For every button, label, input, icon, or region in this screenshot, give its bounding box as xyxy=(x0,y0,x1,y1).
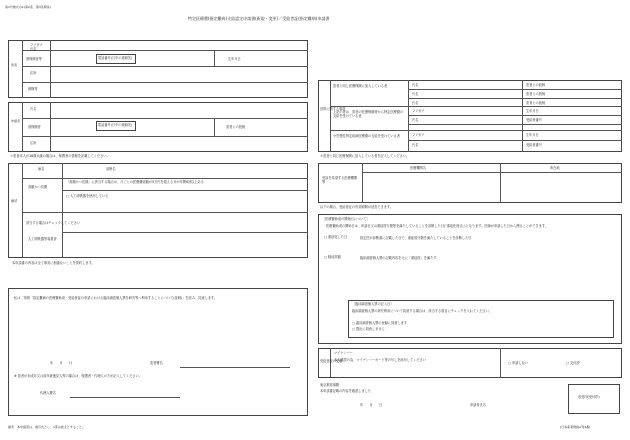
applicant-phone-note: 電話番号(日中の連絡先) xyxy=(98,123,133,127)
patient-address-label: 住所 xyxy=(30,71,37,75)
household-birth-1: 生年月日 xyxy=(526,109,539,113)
clinical-title: ［臨床調査個人票の記入日］ xyxy=(352,302,394,306)
clinical-body: 臨床調査個人票の研究利用について同意する場合は、該当する項目にチェックを入れてください。 xyxy=(352,309,493,313)
applicant-name-label: 氏名 xyxy=(30,107,37,111)
household-section-label: 世帯に関する事項 xyxy=(320,107,346,111)
no-apply-option[interactable]: □ 申請しない xyxy=(508,361,528,365)
household-name-5: 氏名 xyxy=(412,143,419,147)
high-cost-label: 高額かつ長期 xyxy=(28,185,48,189)
proxy-sign-label: 代理人署名 xyxy=(40,391,56,395)
patient-related-label: 保険等 xyxy=(28,87,38,91)
household-name-1: 氏名 xyxy=(412,83,419,87)
form-title: 特定医療費(指定難病)支給認定申請書(新規・変更)／受給者証(指定難病)申請書 xyxy=(188,16,330,21)
household-furigana-2: フリガナ xyxy=(412,133,425,137)
continuous-label: 該当する場合はチェックしてください xyxy=(26,221,81,225)
option-2[interactable]: □ 軽症高額 xyxy=(324,255,341,259)
medical-address-label: 所在地 xyxy=(550,166,560,170)
patient-insurance-label: 被保険者等 xyxy=(26,57,42,61)
household-row2-label: 上記の者は、患者の医療保険者から特定医療費の支給を受けている者 xyxy=(333,110,404,118)
footer-right: (日本産業規格A列4番) xyxy=(560,425,591,429)
household-name-3: 氏名 xyxy=(412,101,419,105)
household-name-2: 氏名 xyxy=(412,92,419,96)
patient-section-label: 患者 xyxy=(11,63,18,67)
receive-label: 受給者証の受領 xyxy=(320,359,343,363)
ventilator-label: 人工呼吸器等装着者 xyxy=(28,237,57,241)
patient-name-label: 氏名 xyxy=(30,47,37,51)
issued-option[interactable]: □ 交付済 xyxy=(566,361,580,365)
right-date: 年 月 日 xyxy=(360,403,383,407)
household-recipient-2: 受給者番号 xyxy=(526,143,542,147)
patient-block xyxy=(8,40,308,98)
right-applicant-name: 申請者氏名 xyxy=(470,403,486,407)
city-label: 東京都知事殿 xyxy=(320,383,340,387)
stamp-label: 収受印(受付印) xyxy=(578,395,600,399)
form-number: 第1号様式の1(第2条、第3条関係) xyxy=(5,5,51,9)
consent-patient-sign: 患者署名 xyxy=(150,361,163,365)
applicant-insurance-label: 被保険者 xyxy=(28,125,41,129)
ventilator-note[interactable]: □ 人工呼吸器を使用している xyxy=(66,194,109,198)
reason-body: 医療費助成の開始日は、申請日又は重症度分類等を満たしていることを診断した日(「重症化時点」)となります。医師が申請した日から遡ることができます。 xyxy=(326,224,548,228)
patient-note: ＊患者本人が18歳未満の場合は、保護者の情報を記載してください。 xyxy=(10,154,110,158)
checklist-2[interactable]: □ 提出に同意しません xyxy=(352,327,385,331)
option-1-body: 指定医が診断書に記載した日で、重症度分類を満たしていることを診断した日 xyxy=(360,236,472,240)
household-relation-3: 患者との続柄 xyxy=(526,101,546,105)
household-row1-label: 患者と同じ医療保険に加入している者 xyxy=(333,84,388,88)
medical-block xyxy=(318,163,622,203)
household-note: ＊患者と同じ医療保険に加入している者を記入してください。 xyxy=(320,154,410,158)
city-body: 本申請書記載の内容を確認しました xyxy=(320,389,371,393)
option-1[interactable]: □ 重症化した日 xyxy=(324,235,348,239)
applicant-section-label: 申請者 xyxy=(11,119,21,123)
my-number-title: マイナンバー xyxy=(334,351,353,355)
receipt-label: 受診を希望する医療機関等 xyxy=(322,176,358,184)
applicant-block xyxy=(8,102,308,152)
disease-name-label: 病名 xyxy=(38,167,45,171)
symptom-label: 病状 xyxy=(11,199,18,203)
high-cost-note: 「高額かつ長期」に該当する場合は、月ごとの医療費総額が5万円を超える月が年間6回以上ある xyxy=(66,180,204,184)
applicant-address-label: 住所 xyxy=(30,141,37,145)
reason-title: ［医療費助成の開始日について］ xyxy=(322,217,370,221)
consent-text: 私は、別紙「指定難病の医療費助成・受給者証の申請における臨床調査個人票を研究等へ利用することについて(説明)」を読み、同意します。 xyxy=(14,296,218,300)
applicant-statement: 本申請書の内容は全て事実に相違ないことを誓約します。 xyxy=(12,261,95,265)
household-name-4: 氏名 xyxy=(412,118,419,122)
proxy-note: ※ 患者が未成年又は成年被後見人等の場合は、保護者・代理人の方が記入してください。 xyxy=(14,374,142,378)
household-row3-label: 小児慢性特定疾病医療費の支給を受けている者 xyxy=(333,134,400,138)
household-birth-2: 生年月日 xyxy=(526,133,539,137)
reason-line: 以下の場合、受給者証の有効期間が延長できます。 xyxy=(320,205,394,209)
applicant-relation-label: 患者との続柄 xyxy=(226,125,246,129)
household-relation-2: 患者との続柄 xyxy=(526,92,546,96)
footer-note: 備考 本申請書は、複写式とし、1部は控えとすること。 xyxy=(8,425,85,429)
option-2-body: 臨床調査個人票の記載内容を元に「重症度」を満たす xyxy=(360,256,437,260)
patient-furigana-label: フリガナ xyxy=(30,43,43,47)
consent-date: 年 月 日 xyxy=(50,361,73,365)
household-relation-1: 患者との続柄 xyxy=(526,83,546,87)
disease-field-label: 診断名 xyxy=(106,167,116,171)
household-furigana-1: フリガナ xyxy=(412,109,425,113)
household-recipient-1: 受給者番号 xyxy=(526,118,542,122)
my-number-body: 本人確認の為、マイナンバーカード等の写しを添付してください xyxy=(334,358,426,362)
patient-birth-label: 生年月日 xyxy=(228,57,241,61)
medical-name-label: 医療機関名 xyxy=(410,166,426,170)
patient-phone-note: 電話番号(日中の連絡先) xyxy=(98,56,133,60)
checklist-1[interactable]: □ 臨床調査個人票の登録に同意します xyxy=(352,321,408,325)
